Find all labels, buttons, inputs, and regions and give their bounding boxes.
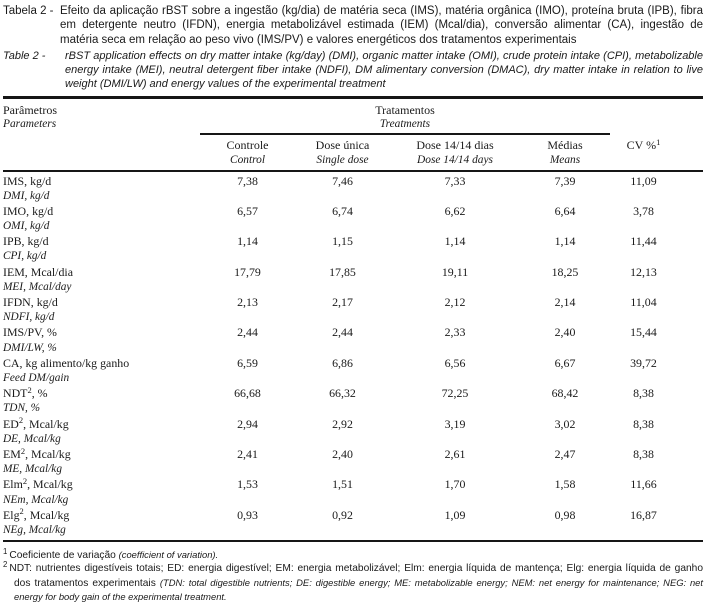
value-cell: 2,13: [237, 295, 258, 310]
table-row: [3, 174, 703, 204]
value-cell: 8,38: [633, 447, 654, 462]
caption-text-en: rBST application effects on dry matter intake (kg/day) (DMI), organic matter intake (OMI), crude protein intake (CPI), metabolizable energy intake (MEI), neutral detergent fiber intake (NDFI), DM alimentary conversion (DMAC), dry matter intake in relation to live weight (DMI/LW) and energy values of the experimental treatment: [65, 49, 703, 91]
parameter-label-pt: $ED^2$, Mcal/kg: [3, 415, 69, 431]
parameters-header: [3, 103, 200, 136]
parameter-label-cell: [3, 325, 200, 355]
value-cell: 8,38: [633, 416, 654, 431]
value-cell: 11,44: [630, 234, 657, 249]
column-header-pt: Dose 14/14 dias: [416, 138, 494, 152]
header-spacer: [610, 103, 703, 136]
table-row: [3, 508, 703, 538]
column-header-dose-14-14: [390, 138, 520, 167]
value-cell: 6,74: [332, 203, 353, 218]
value-cell: 1,14: [554, 234, 576, 249]
value-cell: 72,25: [441, 386, 469, 401]
table-body: [3, 172, 703, 543]
value-cell: 15,44: [630, 325, 657, 340]
column-header-single-dose: [295, 138, 390, 167]
value-cell: 0,92: [332, 507, 353, 522]
value-cell: 7,46: [332, 173, 353, 188]
table-row: [3, 295, 703, 325]
parameter-label-en: NEm, Mcal/kg: [3, 493, 69, 506]
value-cell: 7,33: [444, 173, 466, 188]
value-cell: 2,94: [237, 416, 258, 431]
value-cell: 2,33: [444, 325, 466, 340]
footnote-1-text-pt: Coeficiente de variação: [9, 550, 119, 562]
column-header-en: Means: [549, 153, 581, 166]
parameter-label-en: DE, Mcal/kg: [3, 432, 61, 445]
column-header-pt: Médias: [547, 138, 583, 152]
value-cell: 18,25: [551, 264, 579, 279]
parameter-label-cell: [3, 417, 200, 447]
column-header-en: Dose 14/14 days: [417, 153, 493, 166]
table-row: [3, 356, 703, 386]
parameter-label-en: MEI, Mcal/day: [3, 280, 72, 293]
value-cell: 66,32: [329, 386, 356, 401]
value-cell: 2,44: [237, 325, 258, 340]
value-cell: 7,38: [237, 173, 258, 188]
parameter-label-cell: [3, 508, 200, 538]
parameter-label-en: OMI, kg/d: [3, 220, 50, 233]
parameter-label-pt: IFDN, kg/d: [3, 295, 58, 310]
parameter-label-pt: IEM, Mcal/dia: [3, 264, 74, 279]
column-header-pt: Dose única: [315, 138, 370, 152]
parameter-label-cell: [3, 447, 200, 477]
value-cell: 3,02: [554, 416, 576, 431]
footnote-1-superscript: 1: [3, 546, 8, 556]
value-cell: 1,09: [444, 507, 466, 522]
table-row: [3, 234, 703, 264]
parameter-label-en: Feed DM/gain: [3, 372, 70, 385]
value-cell: 2,47: [554, 447, 576, 462]
column-header-en: Control: [229, 153, 266, 166]
value-cell: 7,39: [554, 173, 576, 188]
column-header-en: Single dose: [316, 153, 369, 166]
value-cell: 8,38: [633, 386, 654, 401]
value-cell: 0,93: [237, 507, 258, 522]
column-header-control: [200, 138, 295, 167]
table-row: [3, 386, 703, 416]
value-cell: 6,64: [554, 203, 576, 218]
table-row: [3, 447, 703, 477]
table-header-row-columns: [3, 135, 703, 172]
value-cell: 1,15: [332, 234, 353, 249]
value-cell: 1,14: [237, 234, 258, 249]
table-caption-en: [3, 49, 703, 92]
caption-text-pt: Efeito da aplicação rBST sobre a ingestão (kg/dia) de matéria seca (IMS), matéria orgânica (IMO), proteína bruta (IPB), fibra em detergente neutro (IFDN), energia metabolizável estimada (IEM) (Mcal/dia), conversão alimentar (CA), ingestão de matéria seca em relação ao peso vivo (IMS/PV) e valores energéticos dos tratamentos experimentais: [60, 5, 703, 46]
value-cell: 6,86: [332, 355, 353, 370]
parameters-header-pt: Parâmetros: [3, 102, 57, 117]
parameter-label-pt: IMO, kg/d: [3, 203, 54, 218]
value-cell: 11,66: [630, 477, 657, 492]
value-cell: 2,12: [444, 295, 466, 310]
parameter-label-pt: IPB, kg/d: [3, 234, 49, 249]
table-row: [3, 325, 703, 355]
value-cell: 68,42: [551, 386, 579, 401]
value-cell: 12,13: [630, 264, 657, 279]
treatments-header-pt: Tratamentos: [375, 102, 435, 117]
value-cell: 16,87: [630, 507, 657, 522]
table-row: [3, 477, 703, 507]
value-cell: 19,11: [441, 264, 469, 279]
parameter-label-en: DMI, kg/d: [3, 189, 50, 202]
value-cell: 6,57: [237, 203, 258, 218]
value-cell: 17,79: [234, 264, 261, 279]
parameters-header-en: Parameters: [3, 118, 57, 130]
parameter-label-en: TDN, %: [3, 402, 41, 415]
value-cell: 66,68: [234, 386, 261, 401]
table-header-row-groups: [3, 99, 703, 136]
parameter-label-en: NDFI, kg/d: [3, 311, 55, 324]
value-cell: 2,17: [332, 295, 353, 310]
value-cell: 11,04: [630, 295, 657, 310]
treatments-group-header: [200, 103, 610, 136]
column-header-means: [520, 138, 610, 167]
parameter-label-cell: [3, 477, 200, 507]
value-cell: 1,51: [332, 477, 353, 492]
column-header-cv: [610, 138, 703, 167]
value-cell: 39,72: [630, 355, 657, 370]
table-row: [3, 265, 703, 295]
footnote-2: [3, 562, 703, 604]
table-row: [3, 417, 703, 447]
parameter-label-cell: [3, 295, 200, 325]
parameter-label-pt: NDT$^2$, %: [3, 384, 48, 401]
parameter-label-pt: IMS/PV, %: [3, 325, 57, 340]
value-cell: 3,19: [444, 416, 466, 431]
value-cell: 1,14: [444, 234, 466, 249]
parameter-label-en: DMI/LW, %: [3, 341, 57, 354]
footnote-1-text-en: (coefficient of variation).: [118, 549, 219, 561]
value-cell: 2,40: [332, 447, 353, 462]
caption-label-en: Table 2 -: [3, 49, 46, 62]
table-row: [3, 204, 703, 234]
footnote-2-text-en: (TDN: total digestible nutrients; DE: digestible energy; ME: metabolizable energy; NEM: net energy for maintenance; NEG: net energy for body gain of the experimental treatment.: [14, 576, 703, 602]
parameter-label-cell: [3, 204, 200, 234]
value-cell: 2,40: [554, 325, 576, 340]
value-cell: 1,53: [237, 477, 258, 492]
value-cell: 2,41: [237, 447, 258, 462]
value-cell: 6,59: [237, 355, 258, 370]
caption-label-pt: Tabela 2 -: [3, 5, 54, 17]
value-cell: 1,58: [554, 477, 576, 492]
value-cell: 6,56: [444, 355, 466, 370]
value-cell: 6,67: [554, 355, 576, 370]
value-cell: 0,98: [554, 507, 576, 522]
column-header-pt: Controle: [226, 138, 269, 152]
footnote-1: [3, 548, 703, 562]
parameter-label-cell: [3, 356, 200, 386]
parameter-label-cell: [3, 234, 200, 264]
parameter-label-cell: [3, 386, 200, 416]
value-cell: 1,70: [444, 477, 466, 492]
parameter-label-en: NEg, Mcal/kg: [3, 524, 66, 536]
footnote-2-text-pt: NDT: nutrientes digestíveis totais; ED: energia digestível; EM: energia metabolizável; Elm: energia líquida de mantença; Elg: energia líquida de ganho dos tratamentos experimentais: [9, 563, 703, 589]
parameter-label-pt: Elg$^2$, Mcal/kg: [3, 506, 70, 522]
value-cell: 2,92: [332, 416, 353, 431]
value-cell: 6,62: [444, 203, 466, 218]
value-cell: 2,44: [332, 325, 353, 340]
parameter-label-cell: [3, 265, 200, 295]
parameter-label-pt: $EM^2$, Mcal/kg: [3, 445, 71, 462]
value-cell: 11,09: [630, 173, 657, 188]
value-cell: 2,61: [444, 447, 466, 462]
parameter-label-pt: CA, kg alimento/kg ganho: [3, 355, 130, 370]
parameter-label-pt: IMS, kg/d: [3, 173, 52, 188]
footnote-2-superscript: 2: [3, 560, 8, 569]
treatments-header-en: Treatments: [379, 118, 431, 130]
parameter-label-en: CPI, kg/d: [3, 250, 47, 263]
parameter-label-en: ME, Mcal/kg: [3, 463, 62, 476]
table-caption-pt: [3, 4, 703, 47]
cv-header-label: CV %: [626, 138, 657, 152]
value-cell: 3,78: [633, 203, 654, 218]
value-cell: 17,85: [329, 264, 356, 279]
cv-header-superscript: 1: [656, 136, 661, 147]
value-cell: 2,14: [554, 295, 576, 310]
parameter-label-cell: [3, 174, 200, 204]
parameter-label-pt: Elm$^2$, Mcal/kg: [3, 475, 73, 492]
header-spacer: [3, 138, 200, 167]
